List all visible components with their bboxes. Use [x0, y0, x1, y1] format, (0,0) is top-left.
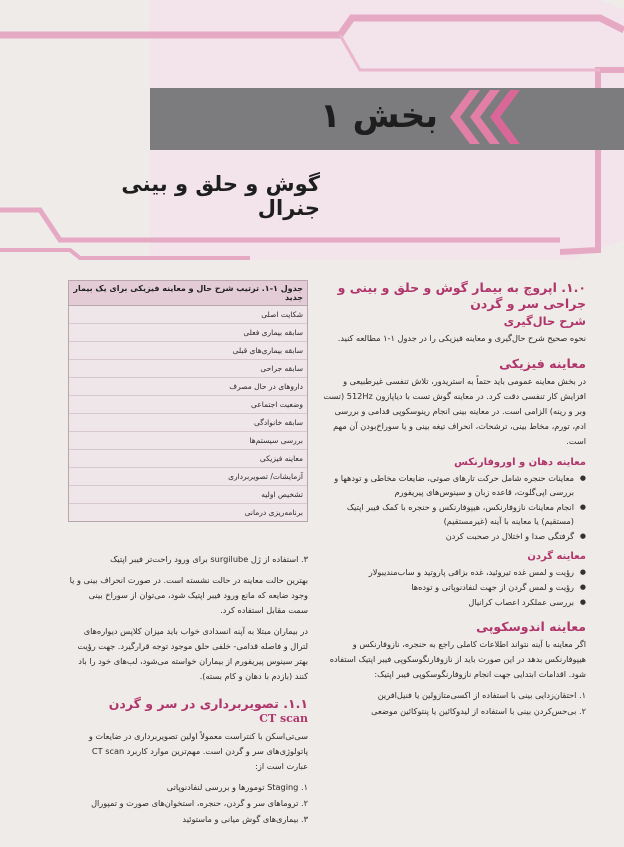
chapter-subtitle: گوش و حلق و بینی جنرال: [121, 172, 320, 220]
subsection-heading: معاینه گردن: [527, 551, 586, 562]
subsection-heading: معاینه اندوسکوپی: [476, 619, 586, 634]
paragraph: بهترین حالت معاینه در حالت نشسته است. در صورت انحراف بینی و یا وجود ضایعه که مانع ورود فیبر اپتیک شود، می‌توان از سوراخ بینی سمت مقابل استفاده کرد.: [69, 575, 308, 615]
table-title: جدول ۱-۱. ترتیب شرح حال و معاینه فیزیکی برای یک بیمار جدید: [69, 281, 307, 306]
subsection-heading: CT scan: [259, 712, 308, 725]
chapter-title: بخش ۱: [320, 96, 438, 136]
list-item: ۳. بیماری‌های گوش میانی و ماستوئید: [182, 814, 308, 824]
list-item: ۲. تروماهای سر و گردن، حنجره، استخوان‌های صورت و تمپورال: [91, 798, 308, 808]
table-row: سابقه بیماری فعلی: [69, 324, 307, 342]
list-item: ● انجام معاینات نازوفارنکس، هیپوفارنکس و حنجره با کمک فیبر اپتیک (مستقیم) یا معاینه با آینه (غیرمستقیم): [320, 500, 586, 528]
table-row: سابقه خانوادگی: [69, 414, 307, 432]
table-row: برنامه‌ریزی درمانی: [244, 508, 303, 517]
subsection-heading: معاینه دهان و اوروفارنکس: [454, 457, 586, 468]
list-item: ۱. احتقان‌زدایی بینی با استفاده از اکسی‌متازولین یا فنیل‌افرین: [377, 690, 586, 700]
subsection-heading: معاینه فیزیکی: [499, 356, 586, 371]
table-row: سابقه بیماری‌های قبلی: [69, 342, 307, 360]
table-row: وضعیت اجتماعی: [69, 396, 307, 414]
chevron-arrows-icon: [440, 82, 520, 152]
list-item: ● معاینات حنجره شامل حرکت تارهای صوتی، ضایعات مخاطی و تودهها و بررسی اپی‌گلوت، قاعده زبان و سینوس‌های پیریفورم: [320, 471, 586, 499]
table-row: بررسی سیستم‌ها: [69, 432, 307, 450]
history-table: [68, 280, 308, 522]
list-item: ● رؤیت و لمس غده تیروئید، غده بزاقی پاروتید و ساب‌مندیبولار: [320, 565, 586, 579]
table-row: معاینه فیزیکی: [69, 450, 307, 468]
table-row: داروهای در حال مصرف: [69, 378, 307, 396]
table-row: شکایت اصلی: [69, 306, 307, 324]
subsection-heading: شرح حال‌گیری: [503, 314, 586, 328]
list-item: ● بررسی عملکرد اعصاب کرانیال: [320, 595, 586, 609]
paragraph: اگر معاینه با آینه نتواند اطلاعات کاملی راجع به حنجره، نازوفارنکس و هیپوفارنکس بدهد در این صورت باید از نازوفارنگوسکوپی فیبر اپتیک استفاده شود. اقدامات ابتدایی جهت انجام نازوفارنگوسکوپی فیبر اپتیک:: [329, 639, 586, 679]
table-row: آزمایشات/ تصویربرداری: [69, 468, 307, 486]
paragraph: نحوه صحیح شرح حال‌گیری و معاینه فیزیکی را در جدول ۱-۱ مطالعه کنید.: [337, 333, 586, 343]
paragraph: سی‌تی‌اسکن با کنتراست معمولاً اولین تصویربرداری در ضایعات و پاتولوژی‌های سر و گردن است. مهم‌ترین موارد کاربرد CT scan عبارت است از:: [88, 731, 308, 771]
section-heading: ۱.۱. تصویربرداری در سر و گردن: [108, 696, 308, 711]
list-item: ۱. Staging تومورها و بررسی لنفادنوپاتی: [166, 782, 308, 792]
list-item: ۲. بی‌حس‌کردن بینی با استفاده از لیدوکائین یا پنتوکائین موضعی: [371, 706, 586, 716]
list-item: ● رؤیت و لمس گردن از جهت لنفادنوپاتی و توده‌ها: [320, 580, 586, 594]
table-row: تشخیص اولیه: [69, 486, 307, 504]
paragraph: در بیماران مبتلا به آپنه انسدادی خواب باید میزان کلاپس دیواره‌های لترال و فاصله قدامی- خلفی حلق موجود توجه قرارگیرد. جهت رؤیت بهتر سینوس پیریفورم از بیماران خواسته می‌شود، لب‌های خود را باد کنند (بازدم با دهان و کام بسته).: [77, 626, 308, 681]
left-column: [68, 280, 308, 828]
right-column: [320, 280, 586, 720]
item-3: ۳. استفاده از ژل surgilube برای ورود راحت‌تر فیبر اپتیک: [110, 554, 308, 564]
list-item: ● گرفتگی صدا و اختلال در صحبت کردن: [320, 529, 586, 543]
paragraph: در بخش معاینه عمومی باید حتماً به استریدور، تلاش تنفسی غیرطبیعی و افزایش کار تنفسی دقت کرد. در معاینه گوش تست با دیاپازون 512Hz (تست وبر و رینه) الزامی است. در معاینه بینی انجام رینوسکوپی قدامی و بررسی ادم، تورم، مخاط بینی، ترشحات، انحراف تیغه بینی و یا سوراخ‌بودن آن مهم است.: [323, 376, 586, 446]
table-row: سابقه جراحی: [69, 360, 307, 378]
section-heading: ۱.۰. اپروچ به بیمار گوش و حلق و بینی و جراحی سر و گردن: [337, 280, 586, 311]
